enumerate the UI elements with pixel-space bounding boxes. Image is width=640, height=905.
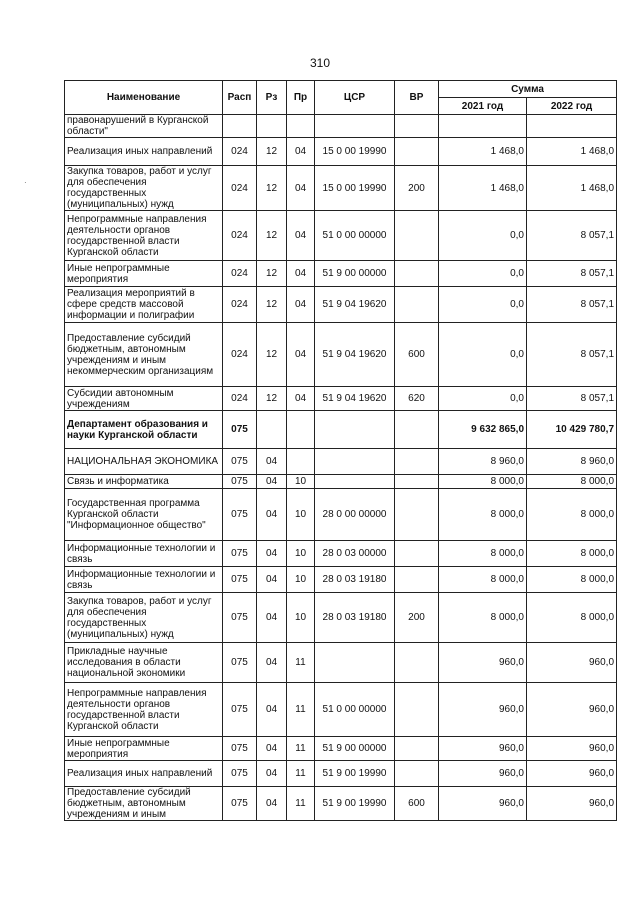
cell-pr: 11	[287, 643, 315, 683]
cell-vr	[395, 541, 439, 567]
cell-vr	[395, 449, 439, 475]
cell-rasp: 024	[223, 287, 257, 323]
cell-y2021: 0,0	[439, 387, 527, 411]
table-row	[65, 261, 617, 287]
cell-rz: 04	[257, 449, 287, 475]
cell-rz: 12	[257, 166, 287, 211]
cell-vr	[395, 567, 439, 593]
cell-y2021: 8 000,0	[439, 567, 527, 593]
cell-y2022: 8 960,0	[527, 449, 617, 475]
cell-vr	[395, 643, 439, 683]
cell-rasp: 075	[223, 593, 257, 643]
cell-pr: 04	[287, 287, 315, 323]
cell-rasp: 075	[223, 475, 257, 489]
cell-rz: 04	[257, 787, 287, 821]
cell-pr: 04	[287, 138, 315, 166]
cell-rasp: 024	[223, 166, 257, 211]
cell-name: НАЦИОНАЛЬНАЯ ЭКОНОМИКА	[65, 449, 223, 475]
table-row	[65, 683, 617, 737]
cell-y2022: 8 000,0	[527, 489, 617, 541]
cell-y2022: 960,0	[527, 787, 617, 821]
cell-y2021: 8 000,0	[439, 475, 527, 489]
cell-vr	[395, 683, 439, 737]
cell-name: Государственная программа Курганской области "Информационное общество"	[65, 489, 223, 541]
cell-vr	[395, 411, 439, 449]
cell-csr	[315, 475, 395, 489]
header-pr: Пр	[287, 81, 315, 115]
cell-name: Непрограммные направления деятельности органов государственной власти Курганской области	[65, 683, 223, 737]
cell-csr: 51 9 04 19620	[315, 387, 395, 411]
cell-pr: 10	[287, 567, 315, 593]
cell-rz: 12	[257, 323, 287, 387]
table-row	[65, 287, 617, 323]
cell-csr: 28 0 00 00000	[315, 489, 395, 541]
cell-y2022: 8 057,1	[527, 323, 617, 387]
cell-vr	[395, 115, 439, 138]
cell-y2021: 960,0	[439, 761, 527, 787]
cell-pr: 11	[287, 683, 315, 737]
cell-rasp: 075	[223, 541, 257, 567]
cell-y2022: 8 057,1	[527, 387, 617, 411]
cell-rz	[257, 115, 287, 138]
cell-rz: 12	[257, 287, 287, 323]
cell-y2022: 960,0	[527, 683, 617, 737]
cell-vr: 600	[395, 323, 439, 387]
cell-vr	[395, 138, 439, 166]
cell-rz: 04	[257, 593, 287, 643]
cell-y2021: 960,0	[439, 683, 527, 737]
cell-vr	[395, 475, 439, 489]
cell-y2021: 0,0	[439, 287, 527, 323]
cell-csr	[315, 115, 395, 138]
cell-y2021: 1 468,0	[439, 138, 527, 166]
cell-rasp: 024	[223, 138, 257, 166]
cell-vr	[395, 761, 439, 787]
cell-csr: 28 0 03 19180	[315, 593, 395, 643]
table-row	[65, 541, 617, 567]
cell-pr: 04	[287, 166, 315, 211]
cell-csr: 51 9 04 19620	[315, 323, 395, 387]
cell-y2021: 8 000,0	[439, 489, 527, 541]
table-row	[65, 387, 617, 411]
cell-pr: 04	[287, 323, 315, 387]
cell-y2022: 8 057,1	[527, 287, 617, 323]
cell-y2022: 8 000,0	[527, 475, 617, 489]
cell-name: Информационные технологии и связь	[65, 567, 223, 593]
table-row	[65, 138, 617, 166]
cell-csr: 15 0 00 19990	[315, 138, 395, 166]
cell-y2022	[527, 115, 617, 138]
cell-pr	[287, 115, 315, 138]
cell-y2022: 8 057,1	[527, 211, 617, 261]
table-body	[65, 115, 617, 821]
cell-y2021: 0,0	[439, 211, 527, 261]
cell-name: Предоставление субсидий бюджетным, автономным учреждениям и иным некоммерческим организациям	[65, 323, 223, 387]
cell-csr: 51 9 00 00000	[315, 261, 395, 287]
header-rasp: Расп	[223, 81, 257, 115]
cell-rasp: 024	[223, 211, 257, 261]
cell-rz: 04	[257, 541, 287, 567]
cell-rasp: 075	[223, 489, 257, 541]
margin-mark: ·	[24, 178, 27, 187]
cell-pr: 10	[287, 593, 315, 643]
cell-rz: 12	[257, 138, 287, 166]
table-row	[65, 761, 617, 787]
cell-vr	[395, 261, 439, 287]
cell-name: Иные непрограммные мероприятия	[65, 261, 223, 287]
cell-csr: 51 0 00 00000	[315, 683, 395, 737]
cell-y2022: 1 468,0	[527, 138, 617, 166]
cell-pr: 04	[287, 261, 315, 287]
cell-name: Реализация мероприятий в сфере средств массовой информации и полиграфии	[65, 287, 223, 323]
cell-pr: 11	[287, 737, 315, 761]
cell-csr: 51 9 00 19990	[315, 761, 395, 787]
cell-y2022: 8 057,1	[527, 261, 617, 287]
header-vr: ВР	[395, 81, 439, 115]
cell-rz: 12	[257, 387, 287, 411]
cell-pr: 04	[287, 387, 315, 411]
cell-vr	[395, 287, 439, 323]
cell-csr: 28 0 03 00000	[315, 541, 395, 567]
cell-y2022: 960,0	[527, 643, 617, 683]
cell-pr: 11	[287, 761, 315, 787]
cell-rasp: 075	[223, 567, 257, 593]
cell-rz: 12	[257, 211, 287, 261]
cell-y2022: 10 429 780,7	[527, 411, 617, 449]
cell-name: Связь и информатика	[65, 475, 223, 489]
cell-name: Субсидии автономным учреждениям	[65, 387, 223, 411]
page-number: 310	[309, 56, 331, 70]
cell-y2021: 1 468,0	[439, 166, 527, 211]
cell-csr: 51 9 00 19990	[315, 787, 395, 821]
cell-pr: 10	[287, 489, 315, 541]
cell-rasp: 075	[223, 737, 257, 761]
cell-rz: 04	[257, 737, 287, 761]
cell-name: Предоставление субсидий бюджетным, автономным учреждениям и иным	[65, 787, 223, 821]
cell-y2021: 960,0	[439, 643, 527, 683]
cell-y2021: 0,0	[439, 323, 527, 387]
cell-name: Закупка товаров, работ и услуг для обеспечения государственных (муниципальных) нужд	[65, 593, 223, 643]
cell-name: Иные непрограммные мероприятия	[65, 737, 223, 761]
cell-rasp: 075	[223, 449, 257, 475]
table-row	[65, 166, 617, 211]
cell-vr	[395, 489, 439, 541]
cell-name: Реализация иных направлений	[65, 761, 223, 787]
cell-y2022: 1 468,0	[527, 166, 617, 211]
table-row	[65, 323, 617, 387]
header-2021: 2021 год	[439, 98, 527, 115]
cell-y2021: 8 960,0	[439, 449, 527, 475]
cell-rasp: 075	[223, 411, 257, 449]
cell-vr	[395, 211, 439, 261]
cell-rz: 04	[257, 683, 287, 737]
table-row	[65, 489, 617, 541]
cell-vr	[395, 737, 439, 761]
cell-rasp: 024	[223, 261, 257, 287]
cell-rz: 04	[257, 475, 287, 489]
header-sum: Сумма	[439, 81, 617, 98]
cell-y2022: 8 000,0	[527, 593, 617, 643]
cell-rz	[257, 411, 287, 449]
cell-name: Прикладные научные исследования в области национальной экономики	[65, 643, 223, 683]
table-row	[65, 567, 617, 593]
cell-vr: 200	[395, 166, 439, 211]
cell-pr: 10	[287, 541, 315, 567]
cell-csr	[315, 411, 395, 449]
cell-y2021: 8 000,0	[439, 541, 527, 567]
cell-y2021: 9 632 865,0	[439, 411, 527, 449]
cell-csr: 51 9 04 19620	[315, 287, 395, 323]
cell-vr: 600	[395, 787, 439, 821]
cell-csr: 15 0 00 19990	[315, 166, 395, 211]
cell-name: Реализация иных направлений	[65, 138, 223, 166]
cell-csr: 51 9 00 00000	[315, 737, 395, 761]
cell-y2021: 0,0	[439, 261, 527, 287]
header-rz: Рз	[257, 81, 287, 115]
table-row	[65, 115, 617, 138]
cell-csr	[315, 449, 395, 475]
cell-pr: 10	[287, 475, 315, 489]
cell-y2021: 960,0	[439, 787, 527, 821]
cell-y2021: 960,0	[439, 737, 527, 761]
cell-name: Департамент образования и науки Курганской области	[65, 411, 223, 449]
table-row	[65, 449, 617, 475]
cell-name: Закупка товаров, работ и услуг для обеспечения государственных (муниципальных) нужд	[65, 166, 223, 211]
cell-csr	[315, 643, 395, 683]
cell-rasp: 075	[223, 683, 257, 737]
cell-rz: 04	[257, 489, 287, 541]
cell-rasp: 075	[223, 761, 257, 787]
cell-csr: 51 0 00 00000	[315, 211, 395, 261]
cell-rz: 04	[257, 643, 287, 683]
table-row	[65, 475, 617, 489]
cell-vr: 620	[395, 387, 439, 411]
header-2022: 2022 год	[527, 98, 617, 115]
table-row	[65, 643, 617, 683]
cell-pr	[287, 411, 315, 449]
table-row	[65, 211, 617, 261]
cell-y2022: 8 000,0	[527, 567, 617, 593]
cell-y2021: 8 000,0	[439, 593, 527, 643]
cell-y2022: 960,0	[527, 737, 617, 761]
cell-vr: 200	[395, 593, 439, 643]
cell-rasp: 024	[223, 323, 257, 387]
cell-pr	[287, 449, 315, 475]
table-row	[65, 787, 617, 821]
cell-rz: 12	[257, 261, 287, 287]
cell-rasp: 075	[223, 787, 257, 821]
cell-name: Непрограммные направления деятельности органов государственной власти Курганской области	[65, 211, 223, 261]
table-row	[65, 411, 617, 449]
cell-name: правонарушений в Курганской области"	[65, 115, 223, 138]
budget-table	[64, 80, 617, 821]
cell-rasp: 075	[223, 643, 257, 683]
cell-pr: 04	[287, 211, 315, 261]
table-row	[65, 593, 617, 643]
header-csr: ЦСР	[315, 81, 395, 115]
cell-rz: 04	[257, 761, 287, 787]
cell-rz: 04	[257, 567, 287, 593]
cell-csr: 28 0 03 19180	[315, 567, 395, 593]
cell-y2022: 8 000,0	[527, 541, 617, 567]
cell-y2022: 960,0	[527, 761, 617, 787]
header-name: Наименование	[65, 81, 223, 115]
cell-pr: 11	[287, 787, 315, 821]
cell-rasp: 024	[223, 387, 257, 411]
table-row	[65, 737, 617, 761]
cell-y2021	[439, 115, 527, 138]
cell-name: Информационные технологии и связь	[65, 541, 223, 567]
cell-rasp	[223, 115, 257, 138]
